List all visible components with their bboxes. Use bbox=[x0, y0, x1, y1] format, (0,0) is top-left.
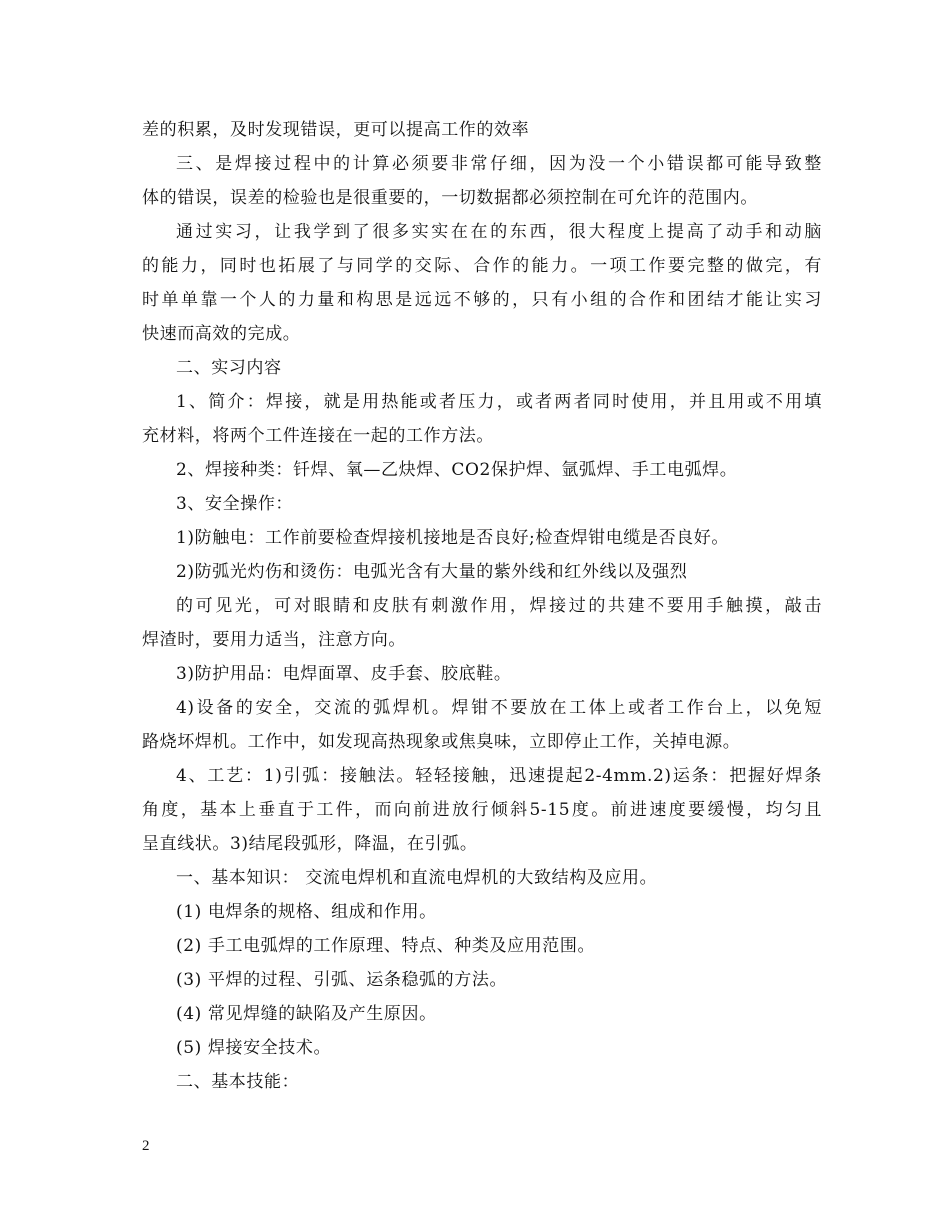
text-line: 差的积累，及时发现错误，更可以提高工作的效率 bbox=[142, 120, 530, 140]
list-item: (1) 电焊条的规格、组成和作用。 bbox=[176, 902, 437, 922]
list-item: (4) 常见焊缝的缺陷及产生原因。 bbox=[176, 1004, 437, 1024]
list-item: (5) 焊接安全技术。 bbox=[176, 1038, 332, 1058]
text-line: 3)防护用品：电焊面罩、皮手套、胶底鞋。 bbox=[176, 664, 512, 684]
text-line: 4)设备的安全，交流的弧焊机。焊钳不要放在工体上或者工作台上，以免短 bbox=[176, 698, 822, 718]
text-line: 4、工艺：1)引弧：接触法。轻轻接触，迅速提起2-4mm.2)运条：把握好焊条 bbox=[176, 766, 822, 786]
page-number: 2 bbox=[142, 1138, 150, 1154]
text-line: 三、是焊接过程中的计算必须要非常仔细，因为没一个小错误都可能导致整 bbox=[176, 154, 822, 174]
text-line: 快速而高效的完成。 bbox=[142, 324, 301, 344]
text-line: 1)防触电：工作前要检查焊接机接地是否良好;检查焊钳电缆是否良好。 bbox=[176, 528, 729, 548]
text-line: 2)防弧光灼伤和烫伤：电弧光含有大量的紫外线和红外线以及强烈 bbox=[176, 562, 688, 582]
text-line: 体的错误，误差的检验也是很重要的，一切数据都必须控制在可允许的范围内。 bbox=[142, 188, 758, 208]
section-heading: 二、基本技能： bbox=[176, 1072, 300, 1092]
document-body bbox=[142, 113, 822, 1099]
text-line: 时单单靠一个人的力量和构思是远远不够的，只有小组的合作和团结才能让实习 bbox=[142, 290, 822, 310]
text-line: 的可见光，可对眼睛和皮肤有刺激作用，焊接过的共建不要用手触摸，敲击 bbox=[176, 596, 822, 616]
section-heading: 一、基本知识： 交流电焊机和直流电焊机的大致结构及应用。 bbox=[176, 868, 658, 888]
text-line: 通过实习，让我学到了很多实实在在的东西，很大程度上提高了动手和动脑 bbox=[176, 222, 822, 242]
text-line: 1、简介：焊接，就是用热能或者压力，或者两者同时使用，并且用或不用填 bbox=[176, 392, 822, 412]
text-line: 2、焊接种类：钎焊、氧—乙炔焊、CO2保护焊、氩弧焊、手工电弧焊。 bbox=[176, 460, 738, 480]
list-item: (2) 手工电弧焊的工作原理、特点、种类及应用范围。 bbox=[176, 936, 596, 956]
text-line: 焊渣时，要用力适当，注意方向。 bbox=[142, 630, 406, 650]
section-heading: 二、实习内容 bbox=[176, 358, 282, 378]
list-item: (3) 平焊的过程、引弧、运条稳弧的方法。 bbox=[176, 970, 508, 990]
text-line: 充材料，将两个工件连接在一起的工作方法。 bbox=[142, 426, 494, 446]
text-line: 呈直线状。3)结尾段弧形，降温，在引弧。 bbox=[142, 834, 478, 854]
text-line: 的能力，同时也拓展了与同学的交际、合作的能力。一项工作要完整的做完，有 bbox=[142, 256, 822, 276]
text-line: 角度，基本上垂直于工件，而向前进放行倾斜5-15度。前进速度要缓慢，均匀且 bbox=[142, 800, 822, 820]
text-line: 路烧坏焊机。工作中，如发现高热现象或焦臭味，立即停止工作，关掉电源。 bbox=[142, 732, 741, 752]
text-line: 3、安全操作： bbox=[176, 494, 294, 514]
